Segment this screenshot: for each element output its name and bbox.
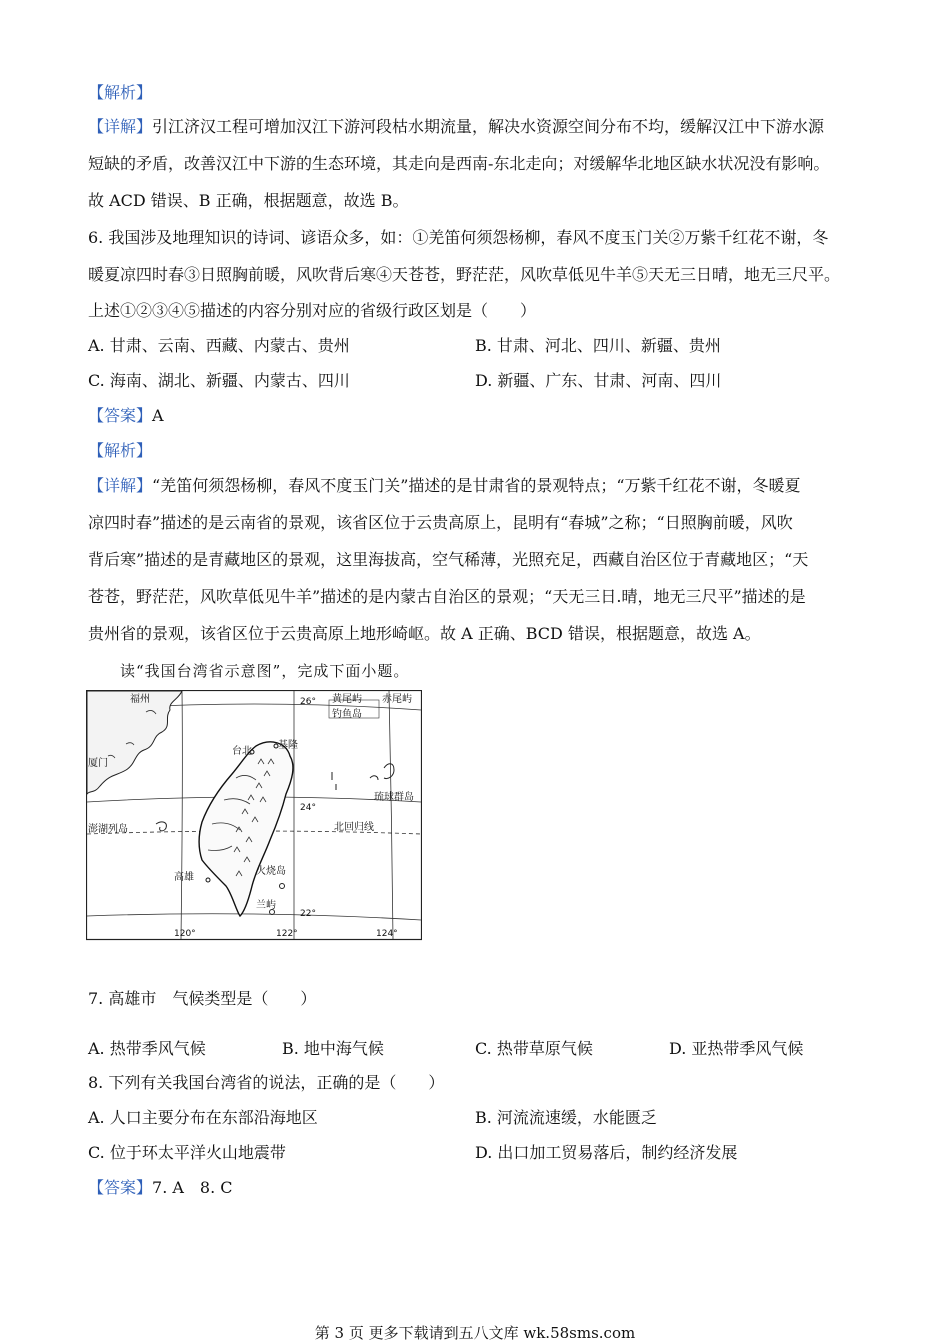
q6-detail-line-3: 背后寒”描述的是青藏地区的景观，这里海拔高，空气稀薄，光照充足，西藏自治区位于青藏地区；“天	[88, 550, 809, 569]
label-lon120: 120°	[174, 929, 196, 939]
q6-stem-line-3: 上述①②③④⑤描述的内容分别对应的省级行政区划是（ ）	[88, 301, 537, 320]
q8-option-b: B. 河流流速缓，水能匮乏	[475, 1108, 657, 1127]
q6-option-c: C. 海南、湖北、新疆、内蒙古、四川	[88, 371, 350, 390]
label-chiwei: 赤尾屿	[382, 694, 412, 705]
label-fuzhou: 福州	[130, 694, 150, 705]
q7-option-a: A. 热带季风气候	[88, 1039, 206, 1058]
label-tropic: 北回归线	[334, 822, 374, 833]
label-kaohsiung: 高雄	[174, 872, 194, 883]
q5-detail-line-1: 【详解】引江济汉工程可增加汉江下游河段枯水期流量，解决水资源空间分布不均，缓解汉江中下游水源	[88, 117, 825, 136]
label-penghu: 澎湖列岛	[88, 824, 128, 835]
label-huoshao: 火烧岛	[256, 866, 286, 877]
q7-stem: 7. 高雄市 气候类型是（ ）	[88, 989, 317, 1008]
q6-answer	[88, 405, 164, 427]
label-huangwei: 黄尾屿	[332, 694, 362, 705]
label-taipei: 台北	[232, 746, 252, 757]
label-lanyu: 兰屿	[256, 900, 276, 911]
label-diaoyu: 钓鱼岛	[332, 709, 362, 720]
page-footer: 第 3 页 更多下载请到五八文库 wk.58sms.com	[314, 1324, 636, 1342]
taiwan-map	[86, 690, 422, 942]
q6-option-d: D. 新疆、广东、甘肃、河南、四川	[475, 371, 722, 390]
q6-analysis-tag: 【解析】	[88, 441, 153, 460]
label-lat22: 22°	[300, 909, 316, 919]
q6-option-a: A. 甘肃、云南、西藏、内蒙古、贵州	[88, 336, 350, 355]
q6-answer-value: A	[152, 406, 164, 425]
q8-option-d: D. 出口加工贸易落后，制约经济发展	[475, 1143, 738, 1162]
q6-detail-line-1: 【详解】“羌笛何须怨杨柳，春风不度玉门关”描述的是甘肃省的景观特点；“万紫千红花不谢，冬暖夏	[88, 476, 801, 495]
q8-option-c: C. 位于环太平洋火山地震带	[88, 1143, 286, 1162]
label-lon124: 124°	[376, 929, 398, 939]
q7-option-b: B. 地中海气候	[282, 1039, 384, 1058]
q6-detail-line-2: 凉四时春”描述的是云南省的景观，该省区位于云贵高原上，昆明有“春城”之称；“日照胸前暖，风吹	[88, 513, 793, 532]
q5-detail-line-2: 短缺的矛盾，改善汉江中下游的生态环境，其走向是西南-东北走向；对缓解华北地区缺水状况没有影响。	[88, 154, 830, 173]
q8-answer-value: 7. A 8. C	[152, 1178, 233, 1197]
q6-answer-tag: 【答案】	[88, 406, 153, 425]
q6-stem-line-2: 暖夏凉四时春③日照胸前暖，风吹背后寒④天苍苍，野茫茫，风吹草低见牛羊⑤天无三日晴，地无三尺平。	[88, 265, 841, 284]
label-keelung: 基隆	[278, 740, 298, 751]
q7-q8-answer	[88, 1177, 233, 1199]
q6-detail-line-4: 苍苍，野茫茫，风吹草低见牛羊”描述的是内蒙古自治区的景观；“天无三日.晴，地无三尺平”描述的是	[88, 587, 806, 606]
q6-option-b: B. 甘肃、河北、四川、新疆、贵州	[475, 336, 721, 355]
map-caption: 读“我国台湾省示意图”，完成下面小题。	[120, 662, 410, 680]
q6-detail-tag: 【详解】	[88, 476, 153, 495]
q8-stem: 8. 下列有关我国台湾省的说法，正确的是（ ）	[88, 1073, 445, 1092]
q5-detail-line-3: 故 ACD 错误、B 正确，根据题意，故选 B。	[88, 191, 409, 210]
label-lon122: 122°	[276, 929, 298, 939]
label-ryukyu: 琉球群岛	[374, 792, 414, 803]
q8-option-a: A. 人口主要分布在东部沿海地区	[88, 1108, 318, 1127]
label-xiamen: 厦门	[88, 758, 108, 769]
q7-option-c: C. 热带草原气候	[475, 1039, 593, 1058]
q7-option-d: D. 亚热带季风气候	[669, 1039, 804, 1058]
q8-answer-tag: 【答案】	[88, 1178, 153, 1197]
q6-stem-line-1: 6. 我国涉及地理知识的诗词、谚语众多，如：①羌笛何须怨杨柳，春风不度玉门关②万紫千红花不谢，冬	[88, 228, 829, 247]
q5-analysis-tag: 【解析】	[88, 83, 153, 102]
label-lat24: 24°	[300, 803, 316, 813]
q6-detail-line-5: 贵州省的景观，该省区位于云贵高原上地形崎岖。故 A 正确、BCD 错误，根据题意，故选 A。	[88, 624, 761, 643]
q5-detail-tag: 【详解】	[88, 117, 153, 136]
label-lat26: 26°	[300, 697, 316, 707]
